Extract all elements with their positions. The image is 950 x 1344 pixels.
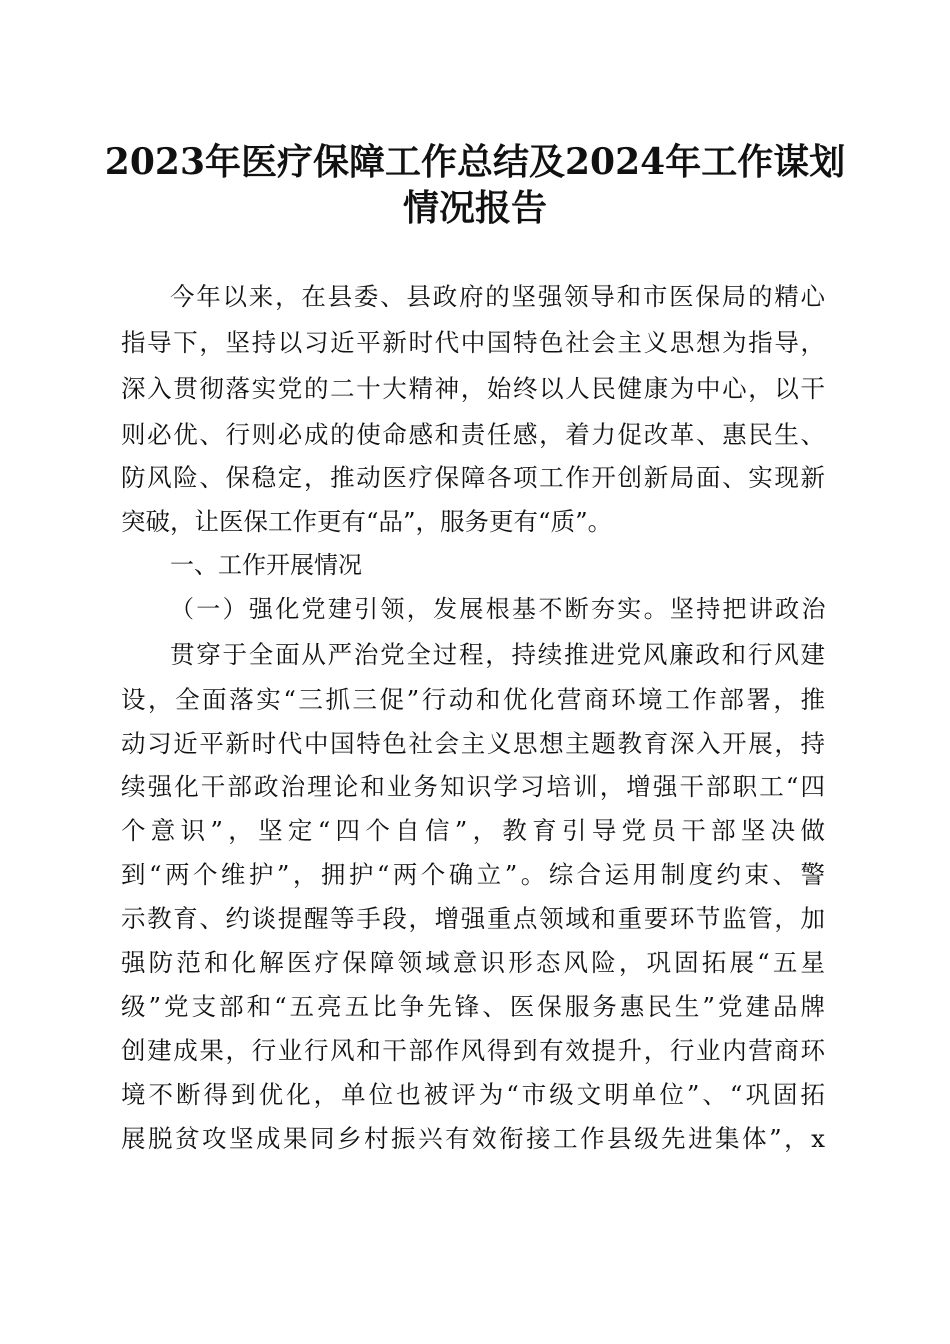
paragraph-2-line-11: 境不断得到优化，单位也被评为“市级文明单位”、“巩固拓 — [121, 1080, 825, 1109]
paragraph-2-line-4: 续强化干部政治理论和业务知识学习培训，增强干部职工“四 — [121, 772, 825, 801]
paragraph-2-line-9: 级”党支部和“五亮五比争先锋、医保服务惠民生”党建品牌 — [121, 992, 825, 1021]
section-1-heading: 一、工作开展情况 — [170, 551, 362, 579]
paragraph-1-line-5: 防风险、保稳定，推动医疗保障各项工作开创新局面、实现新 — [121, 463, 825, 492]
paragraph-1-line-3: 深入贯彻落实党的二十大精神，始终以人民健康为中心，以干 — [121, 374, 825, 403]
document-title-line-2: 情况报告 — [402, 187, 547, 229]
subsection-1-heading: （一）强化党建引领，发展根基不断夯实。坚持把讲政治 — [170, 595, 825, 623]
paragraph-2-line-2: 设，全面落实“三抓三促”行动和优化营商环境工作部署，推 — [121, 685, 825, 714]
paragraph-2-line-7: 示教育、约谈提醒等手段，增强重点领域和重要环节监管，加 — [121, 904, 825, 933]
paragraph-2-line-1: 贯穿于全面从严治党全过程，持续推进党风廉政和行风建 — [170, 640, 825, 669]
paragraph-2-line-6: 到“两个维护”，拥护“两个确立”。综合运用制度约束、警 — [121, 860, 825, 889]
paragraph-2-line-12: 展脱贫攻坚成果同乡村振兴有效衔接工作县级先进集体”，x — [121, 1124, 825, 1153]
document-title-line-1: 2023年医疗保障工作总结及2024年工作谋划 — [104, 141, 846, 183]
paragraph-2-line-8: 强防范和化解医疗保障领域意识形态风险，巩固拓展“五星 — [121, 948, 825, 977]
paragraph-2-line-5: 个意识”，坚定“四个自信”，教育引导党员干部坚决做 — [121, 816, 825, 845]
paragraph-1-line-1: 今年以来，在县委、县政府的坚强领导和市医保局的精心 — [170, 282, 825, 311]
paragraph-2-line-3: 动习近平新时代中国特色社会主义思想主题教育深入开展，持 — [121, 729, 825, 758]
paragraph-2-line-10: 创建成果，行业行风和干部作风得到有效提升，行业内营商环 — [121, 1036, 825, 1065]
paragraph-1-line-4: 则必优、行则必成的使命感和责任感，着力促改革、惠民生、 — [121, 420, 825, 449]
paragraph-1-line-6: 突破，让医保工作更有“品”，服务更有“质”。 — [121, 507, 613, 536]
paragraph-1-line-2: 指导下，坚持以习近平新时代中国特色社会主义思想为指导， — [121, 328, 825, 357]
